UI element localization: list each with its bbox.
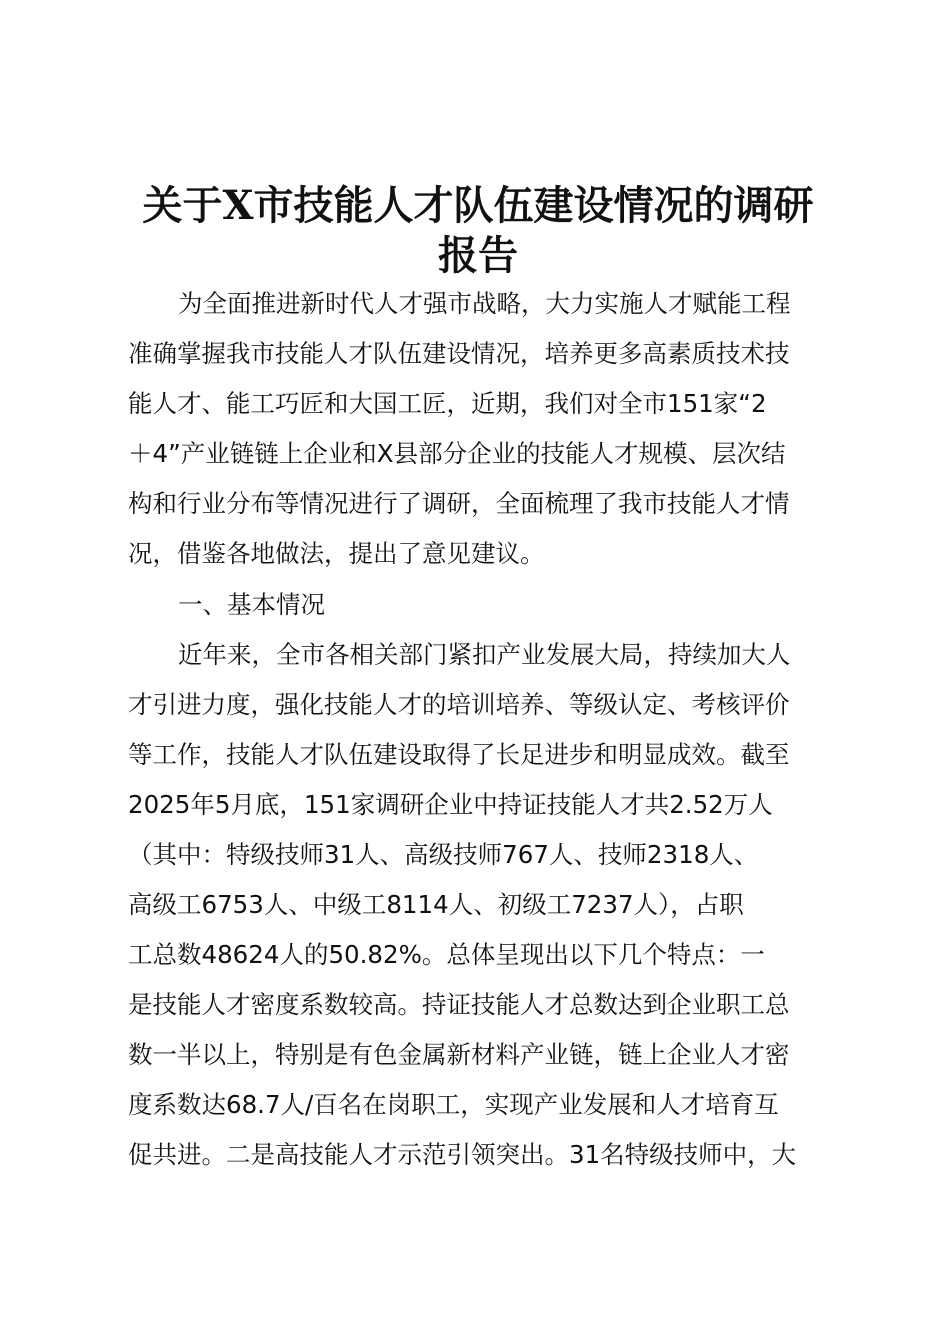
paragraph-line: 况，借鉴各地做法，提出了意见建议。 [128, 539, 545, 568]
paragraph-line: 高级工6753人、中级工8114人、初级工7237人），占职 [128, 890, 744, 919]
document-title-line-2: 报告 [438, 232, 518, 279]
paragraph-line: 工总数48624人的50.82%。总体呈现出以下几个特点：一 [128, 940, 765, 969]
paragraph-line: 是技能人才密度系数较高。持证技能人才总数达到企业职工总 [128, 990, 790, 1019]
document-title-line-1: 关于X市技能人才队伍建设情况的调研 [142, 182, 814, 229]
paragraph-line: 数一半以上，特别是有色金属新材料产业链，链上企业人才密 [128, 1040, 790, 1069]
paragraph-line: （其中：特级技师31人、高级技师767人、技师2318人、 [128, 840, 759, 869]
paragraph-line: 等工作，技能人才队伍建设取得了长足进步和明显成效。截至 [128, 740, 790, 769]
paragraph-line: 构和行业分布等情况进行了调研，全面梳理了我市技能人才情 [128, 489, 790, 518]
paragraph-line: 才引进力度，强化技能人才的培训培养、等级认定、考核评价 [128, 690, 790, 719]
paragraph-line: 准确掌握我市技能人才队伍建设情况，培养更多高素质技术技 [128, 339, 790, 368]
paragraph-line: 能人才、能工巧匠和大国工匠，近期，我们对全市151家“2 [128, 389, 767, 418]
paragraph-line: 度系数达68.7人/百名在岗职工，实现产业发展和人才培育互 [128, 1090, 779, 1119]
paragraph-line: 促共进。二是高技能人才示范引领突出。31名特级技师中，大 [128, 1140, 797, 1169]
paragraph-line: ＋4”产业链链上企业和X县部分企业的技能人才规模、层次结 [128, 439, 786, 468]
paragraph-line: 为全面推进新时代人才强市战略，大力实施人才赋能工程 [178, 289, 791, 318]
paragraph-line: 近年来，全市各相关部门紧扣产业发展大局，持续加大人 [178, 640, 791, 669]
section-heading: 一、基本情况 [178, 590, 325, 619]
paragraph-line: 2025年5月底，151家调研企业中持证技能人才共2.52万人 [128, 790, 773, 819]
